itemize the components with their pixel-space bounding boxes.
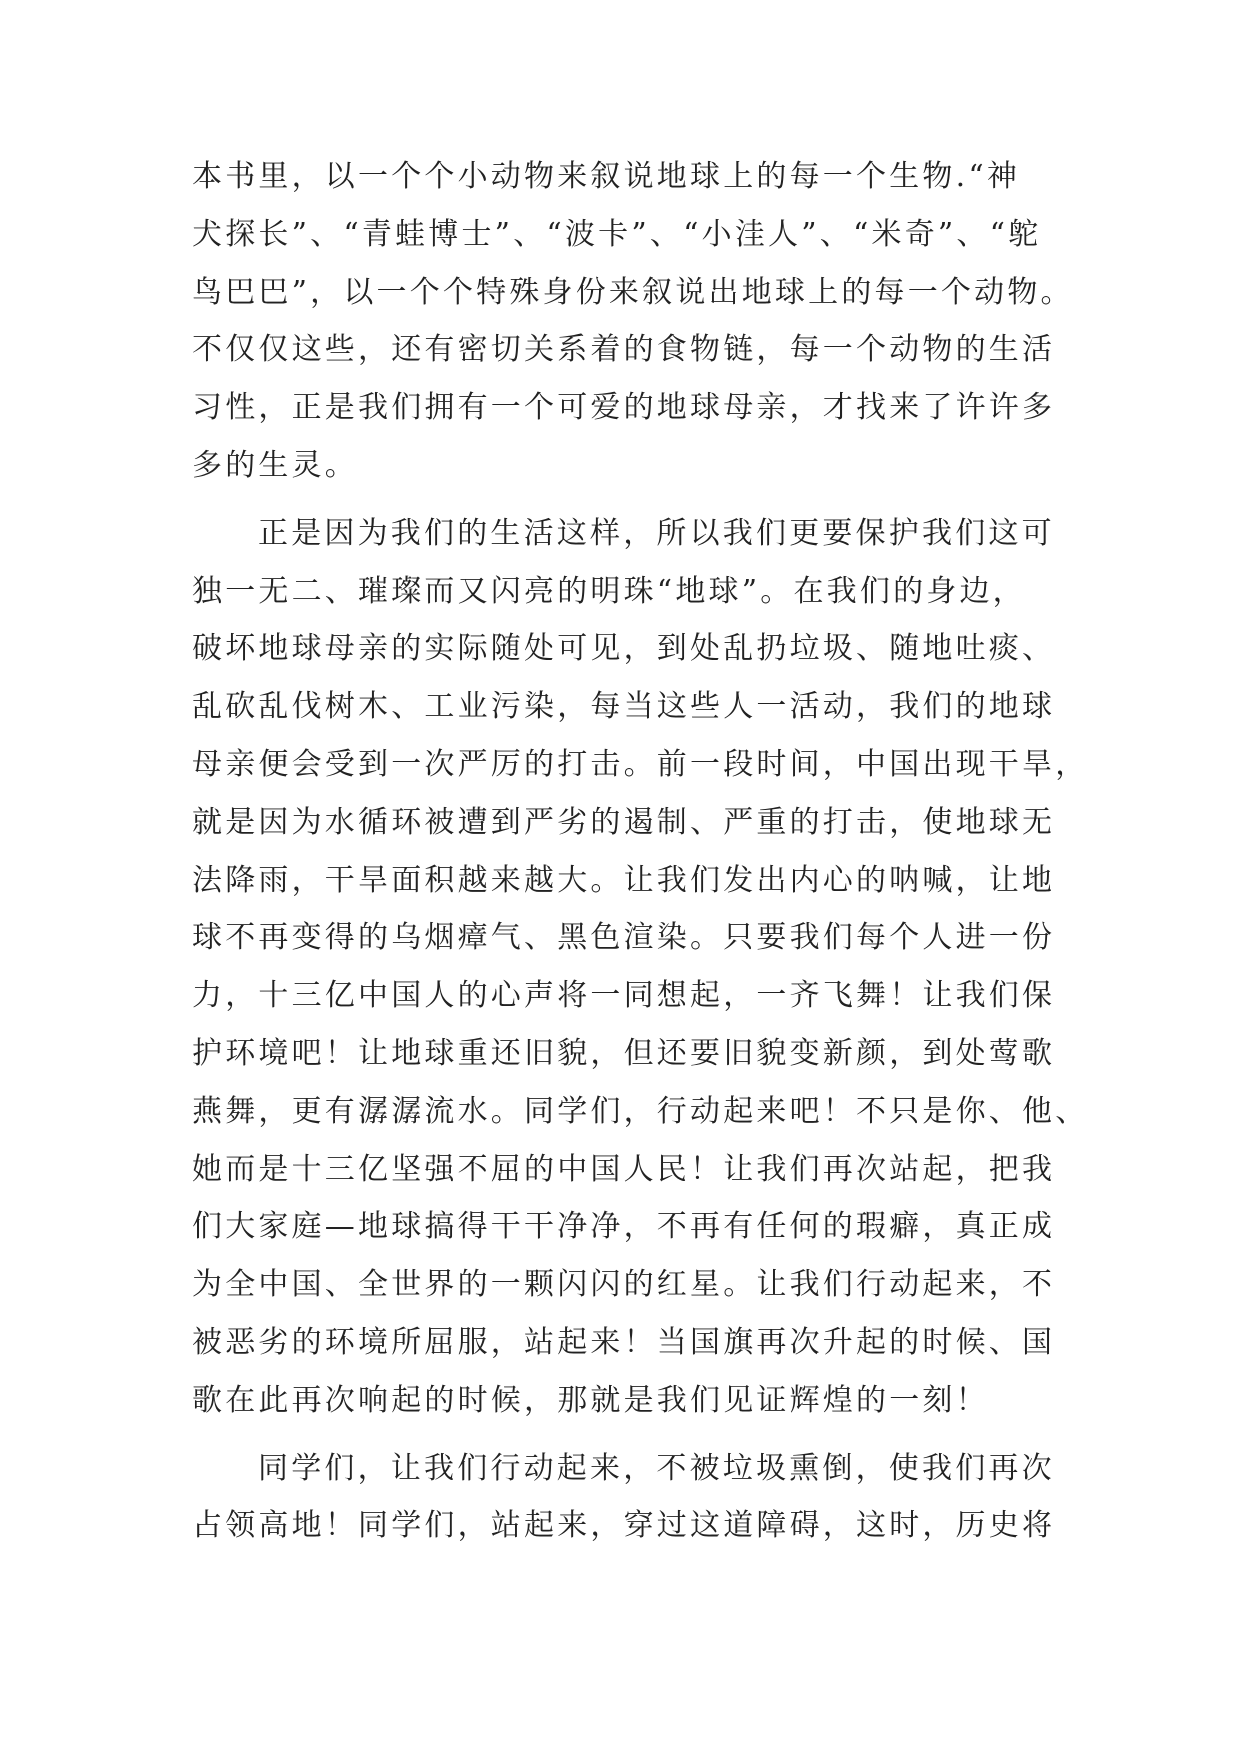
text-line: 习性，正是我们拥有一个可爱的地球母亲，才找来了许许多 [192, 390, 1056, 426]
text-line: 球不再变得的乌烟瘴气、黑色渲染。只要我们每个人进一份 [192, 920, 1056, 956]
paragraph-spacing [192, 1430, 1072, 1440]
text-line: 被恶劣的环境所屈服，站起来！当国旗再次升起的时候、国 [192, 1324, 1056, 1360]
text-line: 同学们，让我们行动起来，不被垃圾熏倒，使我们再次 [258, 1450, 1055, 1486]
text-line: 犬探长”、“青蛙博士”、“波卡”、“小洼人”、“米奇”、“鸵 [192, 216, 1042, 252]
paragraph-3 [192, 1440, 1072, 1556]
text-line: 法降雨，干旱面积越来越大。让我们发出内心的呐喊，让地 [192, 862, 1056, 898]
text-line: 占领高地！同学们，站起来，穿过这道障碍，这时，历史将 [192, 1508, 1056, 1544]
text-line: 们大家庭—地球搞得干干净净，不再有任何的瑕癖，真正成 [192, 1209, 1056, 1245]
text-line: 母亲便会受到一次严厉的打击。前一段时间，中国出现干旱， [192, 746, 1089, 782]
text-line: 本书里，以一个个小动物来叙说地球上的每一个生物.“神 [192, 159, 1021, 194]
text-line: 不仅仅这些，还有密切关系着的食物链，每一个动物的生活 [192, 332, 1056, 368]
text-line: 独一无二、璀璨而又闪亮的明珠“地球”。在我们的身边， [192, 573, 1026, 609]
text-line: 就是因为水循环被遭到严劣的遏制、严重的打击，使地球无 [192, 804, 1056, 840]
text-line: 她而是十三亿坚强不屈的中国人民！让我们再次站起，把我 [192, 1151, 1056, 1187]
text-line: 燕舞，更有潺潺流水。同学们，行动起来吧！不只是你、他、 [192, 1093, 1089, 1129]
text-line: 歌在此再次响起的时候，那就是我们见证辉煌的一刻！ [192, 1382, 989, 1418]
text-line: 为全中国、全世界的一颗闪闪的红星。让我们行动起来，不 [192, 1267, 1056, 1303]
text-line: 多的生灵。 [192, 447, 358, 483]
document-body [192, 148, 1089, 1555]
paragraph-spacing [192, 495, 1072, 505]
text-line: 力，十三亿中国人的心声将一同想起，一齐飞舞！让我们保 [192, 978, 1056, 1014]
text-line: 乱砍乱伐树木、工业污染，每当这些人一活动，我们的地球 [192, 689, 1056, 725]
text-line: 护环境吧！让地球重还旧貌，但还要旧貌变新颜，到处莺歌 [192, 1035, 1056, 1071]
text-line: 正是因为我们的生活这样，所以我们更要保护我们这可 [258, 515, 1055, 551]
paragraph-1 [192, 148, 1072, 495]
paragraph-2 [192, 505, 1089, 1430]
text-line: 鸟巴巴”，以一个个特殊身份来叙说出地球上的每一个动物。 [192, 274, 1074, 310]
text-line: 破坏地球母亲的实际随处可见，到处乱扔垃圾、随地吐痰、 [192, 631, 1056, 667]
